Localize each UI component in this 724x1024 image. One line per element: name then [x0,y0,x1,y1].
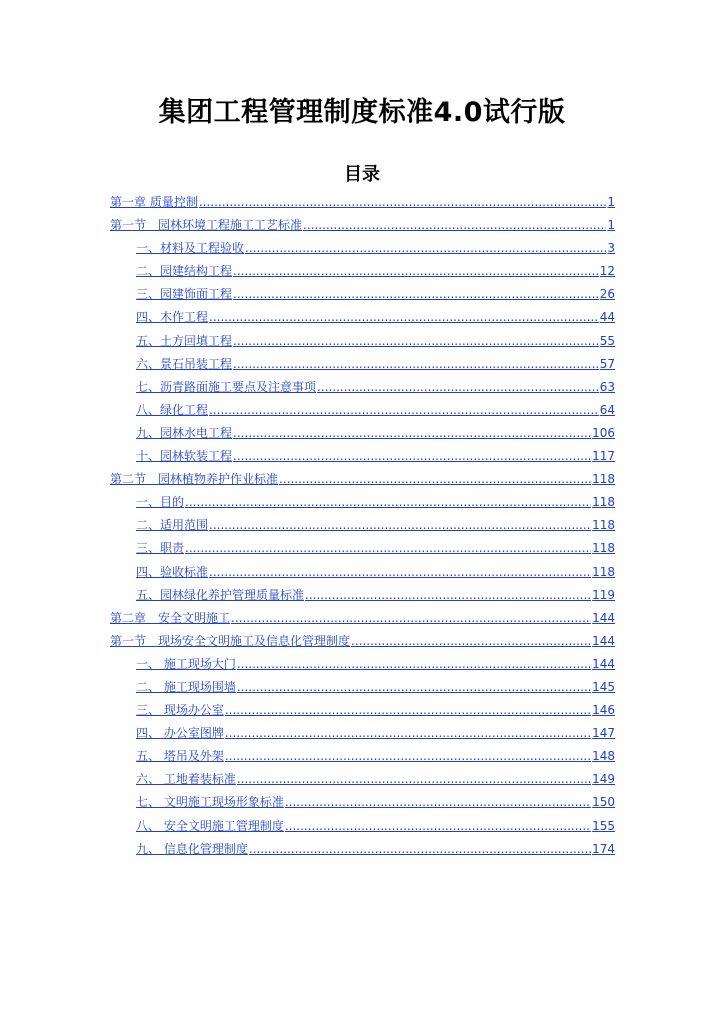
toc-entry-label: 十、园林软装工程 [136,449,233,464]
toc-entry-page-number: 118 [592,472,615,487]
toc-entry-page-number: 144 [592,633,615,648]
toc-entry-page-number: 106 [592,425,615,440]
toc-dot-leader [233,449,591,463]
document-title: 集团工程管理制度标准4.0试行版 [158,97,566,128]
toc-entry-label: 第一节 园林环境工程施工工艺标准 [110,218,303,233]
toc-entry-page-number: 155 [592,818,615,833]
toc-entry-label: 二、适用范围 [136,518,209,533]
toc-entry[interactable] [110,516,615,539]
toc-entry-page-number: 118 [592,518,615,533]
toc-entry-page-number: 63 [599,379,615,394]
toc-dot-leader [351,634,591,648]
toc-entry-page-number: 147 [592,726,615,741]
toc-entry[interactable] [110,724,615,747]
toc-entry-label: 八、绿化工程 [136,402,209,417]
toc-entry[interactable] [110,678,615,701]
toc-entry-label: 四、验收标准 [136,564,209,579]
toc-entry[interactable] [110,332,615,355]
toc-dot-leader [305,588,591,602]
toc-entry-page-number: 150 [592,795,615,810]
toc-entry-label: 一、 施工现场大门 [136,656,236,671]
toc-entry-page-number: 26 [599,287,615,302]
toc-entry-page-number: 44 [599,310,615,325]
toc-entry-label: 八、 安全文明施工管理制度 [136,818,284,833]
toc-entry-label: 二、园建结构工程 [136,264,233,279]
toc-entry-label: 九、 信息化管理制度 [136,841,248,856]
toc-entry-page-number: 118 [592,541,615,556]
toc-entry-page-number: 118 [592,564,615,579]
toc-dot-leader [285,795,591,809]
toc-dot-leader [225,726,591,740]
toc-entry[interactable] [110,840,615,863]
toc-entry-page-number: 174 [592,841,615,856]
toc-dot-leader [209,565,591,579]
toc-entry-label: 五、 塔吊及外架 [136,749,224,764]
toc-entry-label: 二、 施工现场围墙 [136,679,236,694]
toc-dot-leader [237,680,591,694]
toc-entry-page-number: 119 [592,587,615,602]
toc-entry-page-number: 57 [599,356,615,371]
toc-dot-leader [285,819,591,833]
toc-entry-label: 六、 工地着装标准 [136,772,236,787]
toc-entry-page-number: 12 [599,264,615,279]
toc-entry-label: 五、园林绿化养护管理质量标准 [136,587,305,602]
toc-entry[interactable] [110,632,615,655]
toc-entry[interactable] [110,747,615,770]
toc-dot-leader [237,772,591,786]
toc-entry[interactable] [110,424,615,447]
toc-entry-label: 七、沥青路面施工要点及注意事项 [136,379,317,394]
toc-entry[interactable] [110,262,615,285]
toc-entry-label: 一、目的 [136,495,185,510]
toc-entry-page-number: 1 [607,195,615,209]
toc-dot-leader [233,426,591,440]
toc-entry-page-number: 117 [592,449,615,464]
toc-entry-page-number: 146 [592,703,615,718]
toc-entry-label: 三、 现场办公室 [136,703,224,718]
toc-entry-label: 第一节 现场安全文明施工及信息化管理制度 [110,633,351,648]
toc-dot-leader [237,657,591,671]
toc-entry-label: 六、景石吊装工程 [136,356,233,371]
table-of-contents [110,193,615,863]
toc-entry-page-number: 55 [599,333,615,348]
toc-dot-leader [209,518,591,532]
toc-dot-leader [245,241,606,255]
toc-entry[interactable] [110,378,615,401]
toc-dot-leader [233,264,599,278]
toc-entry-label: 七、 文明施工现场形象标准 [136,795,284,810]
toc-entry-page-number: 144 [592,656,615,671]
toc-entry[interactable] [110,447,615,470]
toc-dot-leader [317,380,599,394]
toc-entry-page-number: 1 [607,218,615,233]
toc-entry[interactable] [110,285,615,308]
toc-entry-label: 第一章 质量控制 [110,195,198,209]
toc-entry[interactable] [110,655,615,678]
toc-entry[interactable] [110,193,615,216]
toc-entry[interactable] [110,216,615,239]
toc-entry-label: 五、土方回填工程 [136,333,233,348]
toc-dot-leader [185,541,591,555]
toc-entry[interactable] [110,239,615,262]
toc-entry[interactable] [110,817,615,840]
toc-heading: 目录 [344,164,380,185]
toc-entry-page-number: 145 [592,679,615,694]
toc-entry-label: 三、职责 [136,541,185,556]
toc-entry-label: 一、材料及工程验收 [136,241,245,256]
toc-dot-leader [231,611,591,625]
toc-entry[interactable] [110,609,615,632]
toc-dot-leader [303,218,606,232]
toc-entry-page-number: 64 [599,402,615,417]
toc-entry-page-number: 118 [592,495,615,510]
toc-entry-label: 三、园建饰面工程 [136,287,233,302]
toc-entry[interactable] [110,308,615,331]
toc-entry-page-number: 3 [607,241,615,256]
toc-entry[interactable] [110,586,615,609]
toc-dot-leader [233,357,599,371]
toc-entry-page-number: 144 [592,610,615,625]
toc-entry[interactable] [110,493,615,516]
toc-dot-leader [199,195,607,209]
toc-entry-label: 第二章 安全文明施工 [110,610,231,625]
toc-dot-leader [209,310,599,324]
toc-dot-leader [209,403,599,417]
toc-entry-label: 第二节 园林植物养护作业标准 [110,472,279,487]
toc-entry-page-number: 149 [592,772,615,787]
toc-entry[interactable] [110,401,615,424]
toc-dot-leader [279,472,591,486]
toc-entry[interactable] [110,470,615,493]
toc-entry[interactable] [110,539,615,562]
toc-entry[interactable] [110,793,615,816]
toc-entry-label: 四、木作工程 [136,310,209,325]
toc-dot-leader [185,495,591,509]
toc-dot-leader [249,842,591,856]
toc-entry-label: 九、园林水电工程 [136,425,233,440]
toc-entry[interactable] [110,770,615,793]
toc-dot-leader [233,287,599,301]
toc-dot-leader [233,334,599,348]
toc-entry[interactable] [110,563,615,586]
toc-dot-leader [225,749,591,763]
toc-entry[interactable] [110,355,615,378]
toc-entry[interactable] [110,701,615,724]
toc-dot-leader [225,703,591,717]
toc-entry-label: 四、 办公室图牌 [136,726,224,741]
toc-entry-page-number: 148 [592,749,615,764]
